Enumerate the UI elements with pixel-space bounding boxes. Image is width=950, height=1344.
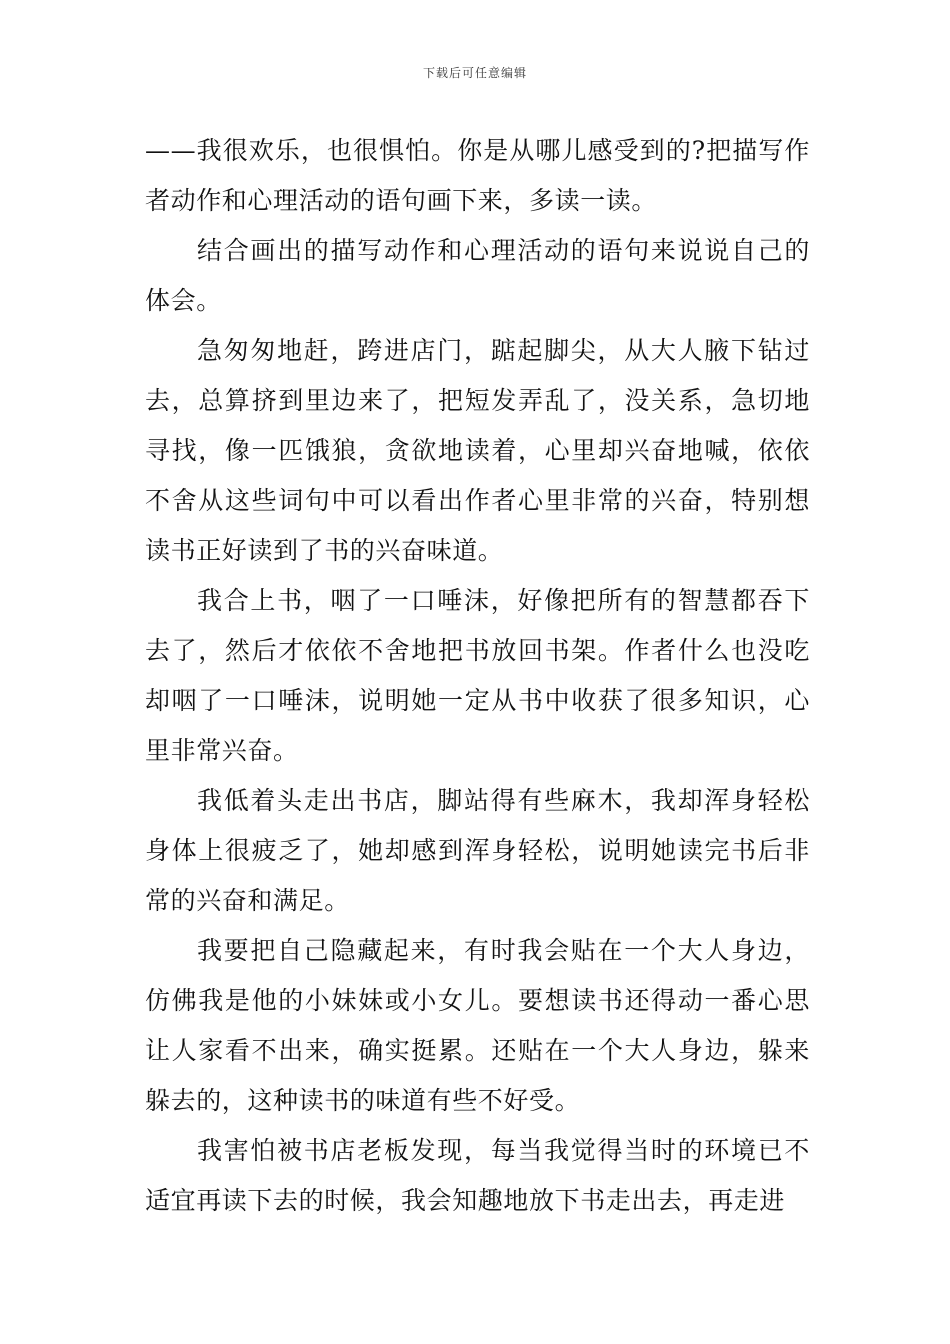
paragraph-5: 我低着头走出书店，脚站得有些麻木，我却浑身轻松身体上很疲乏了，她却感到浑身轻松，说明她读完书后非常的兴奋和满足。 bbox=[145, 786, 810, 915]
document-body bbox=[145, 126, 810, 1226]
paragraph-4: 我合上书，咽了一口唾沫，好像把所有的智慧都吞下去了，然后才依依不舍地把书放回书架。作者什么也没吃却咽了一口唾沫，说明她一定从书中收获了很多知识，心里非常兴奋。 bbox=[145, 586, 810, 765]
page-header-note: 下载后可任意编辑 bbox=[422, 66, 527, 80]
paragraph-6: 我要把自己隐藏起来，有时我会贴在一个大人身边，仿佛我是他的小妹妹或小女儿。要想读书还得动一番心思让人家看不出来，确实挺累。还贴在一个大人身边，躲来躲去的，这种读书的味道有些不好受。 bbox=[145, 936, 810, 1115]
paragraph-7: 我害怕被书店老板发现，每当我觉得当时的环境已不适宜再读下去的时候，我会知趣地放下书走出去，再走进 bbox=[145, 1136, 810, 1215]
paragraph-3: 急匆匆地赶，跨进店门，踮起脚尖，从大人腋下钻过去，总算挤到里边来了，把短发弄乱了，没关系，急切地寻找，像一匹饿狼，贪欲地读着，心里却兴奋地喊，依依不舍从这些词句中可以看出作者心里非常的兴奋，特别想读书正好读到了书的兴奋味道。 bbox=[145, 336, 810, 565]
paragraph-1: ——我很欢乐，也很惧怕。你是从哪儿感受到的?把描写作者动作和心理活动的语句画下来，多读一读。 bbox=[145, 136, 810, 215]
paragraph-2: 结合画出的描写动作和心理活动的语句来说说自己的体会。 bbox=[145, 236, 810, 315]
